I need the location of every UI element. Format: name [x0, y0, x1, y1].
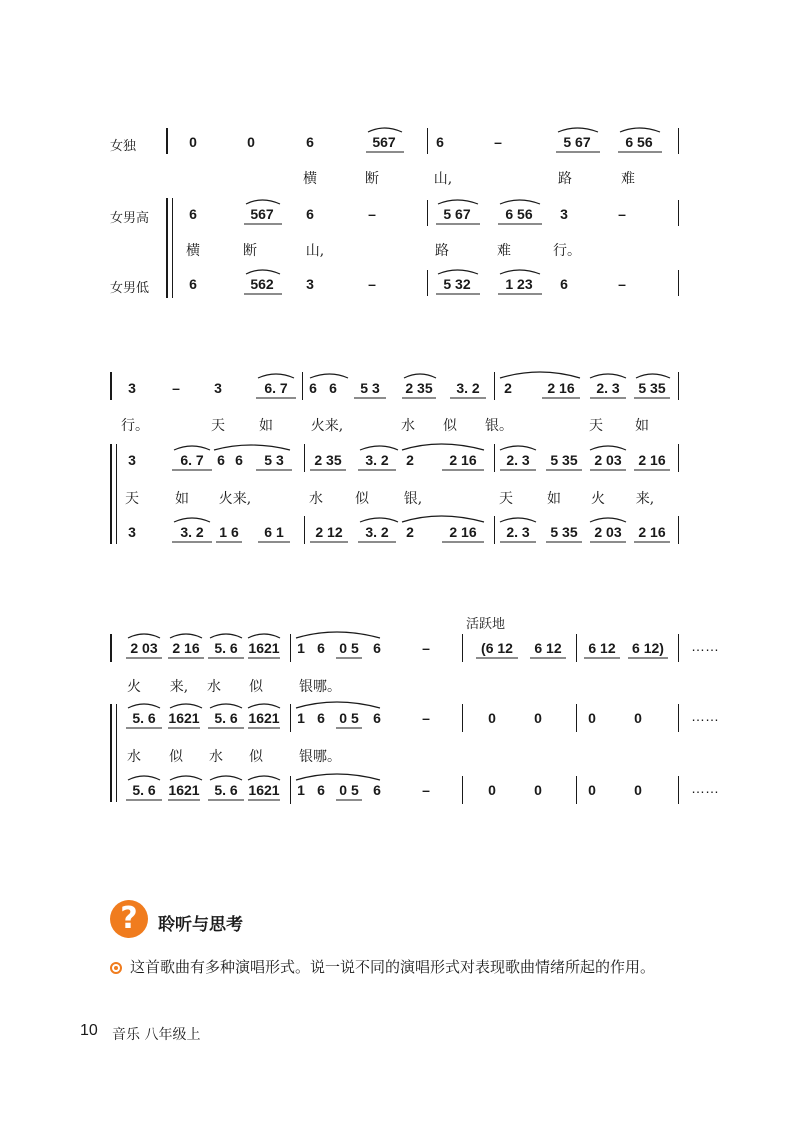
lyric: 来, [169, 679, 189, 695]
barline [290, 776, 291, 804]
barline [302, 372, 303, 400]
voice-label-high: 女男高 [110, 211, 150, 226]
barline [427, 270, 428, 296]
note: – [368, 276, 376, 292]
note: – [172, 380, 180, 396]
note-group: 1621 [248, 782, 280, 798]
barline [462, 634, 463, 662]
note-group: 2 35 [405, 380, 433, 396]
lyric: 水 [309, 491, 323, 507]
note-group: 5. 6 [132, 782, 156, 798]
lyric: 天 [211, 418, 225, 434]
barline [494, 516, 495, 544]
note-group: 6 12 [588, 640, 616, 656]
note-group: 2 35 [314, 452, 342, 468]
lyric: 似 [249, 749, 263, 765]
note-group: 1621 [248, 710, 280, 726]
tempo-marking: 活跃地 [466, 617, 506, 632]
note: – [422, 782, 430, 798]
note: 0 [247, 134, 255, 150]
lyric: 水 [401, 418, 415, 434]
note: 6 [436, 134, 444, 150]
note: 0 [534, 782, 542, 798]
note: 6 [329, 380, 337, 396]
note-group: 567 [250, 206, 274, 222]
barline [678, 704, 679, 732]
lyric: 山, [433, 171, 453, 187]
note-group: 2 16 [638, 452, 666, 468]
barline [678, 444, 679, 472]
note: 6 [189, 206, 197, 222]
note-group: 3. 2 [365, 524, 389, 540]
lyric: 火来, [218, 491, 252, 507]
note: 1 [297, 782, 305, 798]
barline [462, 704, 463, 732]
barline [290, 634, 291, 662]
lyric: 似 [355, 491, 369, 507]
book-title: 音乐 八年级上 [112, 1027, 201, 1043]
lyric: 水 [209, 749, 223, 765]
note: – [368, 206, 376, 222]
note-group: 2 16 [547, 380, 575, 396]
note: 3 [214, 380, 222, 396]
note: 0 [488, 710, 496, 726]
system-bracket [110, 704, 112, 802]
system-bracket [110, 444, 112, 544]
note-group: 2. 3 [506, 524, 530, 540]
note-group: 2. 3 [506, 452, 530, 468]
lyric: 难 [497, 243, 511, 259]
note: – [494, 134, 502, 150]
barline [678, 634, 679, 662]
note-group: 5. 6 [214, 782, 238, 798]
note-group: 0 5 [339, 640, 359, 656]
barline [462, 776, 463, 804]
note: 6 [306, 134, 314, 150]
note: 6 [189, 276, 197, 292]
note-group: 5 67 [563, 134, 591, 150]
note-group: 5 3 [264, 452, 284, 468]
note: 6 [309, 380, 317, 396]
note: 6 [317, 782, 325, 798]
note: 3 [128, 380, 136, 396]
note-group: (6 12 [481, 640, 513, 656]
note: 0 [189, 134, 197, 150]
note-group: 6 12) [632, 640, 664, 656]
note-group: 2 03 [594, 452, 622, 468]
system-bracket-inner [116, 704, 117, 802]
note: 0 [588, 782, 596, 798]
note-group: 3. 2 [456, 380, 480, 396]
page-number: 10 [80, 1022, 98, 1039]
barline [678, 270, 679, 296]
note: 3 [306, 276, 314, 292]
lyric: 银, [403, 491, 423, 507]
barline [427, 200, 428, 226]
note-group: 2 16 [449, 524, 477, 540]
question-mark-icon: ? [110, 900, 148, 938]
barline [576, 776, 577, 804]
bullet-icon [110, 962, 122, 974]
lyric: 山, [305, 243, 325, 259]
lyric: 银哪。 [299, 749, 341, 765]
note-group: 3. 2 [365, 452, 389, 468]
note-group: 1 23 [505, 276, 533, 292]
note: 6 [373, 640, 381, 656]
lyric: 断 [243, 243, 257, 259]
note: 6 [317, 640, 325, 656]
lyric: 火来, [310, 418, 344, 434]
lyric: 银哪。 [299, 679, 341, 695]
lyric: 火 [591, 491, 605, 507]
lyric: 行。 [553, 243, 581, 259]
lyric: 水 [207, 679, 221, 695]
lyric: 横 [303, 171, 317, 187]
note: 3 [560, 206, 568, 222]
barline [576, 704, 577, 732]
note: 6 [317, 710, 325, 726]
continuation-dots: …… [691, 708, 719, 724]
note-group: 1 6 [219, 524, 239, 540]
lyric: 如 [635, 418, 649, 434]
continuation-dots: …… [691, 780, 719, 796]
barline [576, 634, 577, 662]
note: 6 [217, 452, 225, 468]
note-group: 2 12 [315, 524, 343, 540]
barline [678, 200, 679, 226]
note-group: 5 32 [443, 276, 471, 292]
note-group: 6. 7 [180, 452, 204, 468]
lyric: 似 [249, 679, 263, 695]
note-group: 0 5 [339, 782, 359, 798]
barline [304, 516, 305, 544]
note: 1 [297, 640, 305, 656]
note-group: 6 56 [505, 206, 533, 222]
note: 6 [560, 276, 568, 292]
note-group: 5 35 [550, 524, 578, 540]
note: 6 [306, 206, 314, 222]
note-group: 1621 [168, 710, 200, 726]
lyric: 天 [125, 491, 139, 507]
note: 6 [235, 452, 243, 468]
note: 0 [634, 782, 642, 798]
lyric: 断 [365, 171, 379, 187]
lyric: 横 [186, 243, 200, 259]
lyric: 如 [175, 491, 189, 507]
note-group: 5. 6 [214, 640, 238, 656]
note-group: 6. 7 [264, 380, 288, 396]
lyric: 火 [127, 679, 141, 695]
barline [494, 372, 495, 400]
note: 0 [588, 710, 596, 726]
system-bracket-inner [172, 198, 173, 298]
continuation-dots: …… [691, 638, 719, 654]
note: 3 [128, 452, 136, 468]
note: 6 [373, 782, 381, 798]
note: 6 [373, 710, 381, 726]
lyric: 路 [558, 171, 572, 187]
note: 2 [406, 524, 414, 540]
note-group: 5 35 [550, 452, 578, 468]
note: – [422, 710, 430, 726]
barline [494, 444, 495, 472]
note-group: 6 1 [264, 524, 284, 540]
note-group: 3. 2 [180, 524, 204, 540]
lyric: 银。 [485, 418, 513, 434]
note: 0 [534, 710, 542, 726]
lyric: 如 [259, 418, 273, 434]
note-group: 2 16 [172, 640, 200, 656]
barline [678, 128, 679, 154]
note: 3 [128, 524, 136, 540]
note-group: 562 [250, 276, 274, 292]
note-group: 5. 6 [214, 710, 238, 726]
lyric: 难 [621, 171, 635, 187]
note: 2 [504, 380, 512, 396]
barline [678, 372, 679, 400]
lyric: 路 [435, 243, 449, 259]
note: – [422, 640, 430, 656]
lyric: 如 [547, 491, 561, 507]
barline [678, 516, 679, 544]
voice-label-solo: 女独 [110, 139, 137, 154]
note-group: 5 67 [443, 206, 471, 222]
barline [290, 704, 291, 732]
note-group: 1621 [168, 782, 200, 798]
note-group: 5 3 [360, 380, 380, 396]
barline [110, 634, 112, 662]
note-group: 1621 [248, 640, 280, 656]
barline [110, 372, 112, 400]
note: 0 [634, 710, 642, 726]
lyric: 天 [589, 418, 603, 434]
note-group: 0 5 [339, 710, 359, 726]
barline [678, 776, 679, 804]
system-bracket [166, 198, 168, 298]
lyric: 似 [169, 749, 183, 765]
note-group: 2. 3 [596, 380, 620, 396]
voice-label-low: 女男低 [110, 281, 150, 296]
barline [427, 128, 428, 154]
note: 1 [297, 710, 305, 726]
note-group: 2 16 [449, 452, 477, 468]
section-heading: 聆听与思考 [158, 915, 243, 935]
note-group: 6 12 [534, 640, 562, 656]
note-group: 2 03 [594, 524, 622, 540]
note: 0 [488, 782, 496, 798]
barline [166, 128, 168, 154]
system-bracket-inner [116, 444, 117, 544]
note-group: 2 03 [130, 640, 158, 656]
lyric: 来, [635, 491, 655, 507]
note-group: 5 35 [638, 380, 666, 396]
note-group: 567 [372, 134, 396, 150]
note: 2 [406, 452, 414, 468]
lyric: 行。 [121, 418, 149, 434]
note-group: 2 16 [638, 524, 666, 540]
note-group: 6 56 [625, 134, 653, 150]
barline [304, 444, 305, 472]
question-text: 这首歌曲有多种演唱形式。说一说不同的演唱形式对表现歌曲情绪所起的作用。 [130, 958, 656, 976]
lyric: 水 [127, 749, 141, 765]
lyric: 天 [499, 491, 513, 507]
note: – [618, 276, 626, 292]
lyric: 似 [443, 418, 457, 434]
note-group: 5. 6 [132, 710, 156, 726]
note: – [618, 206, 626, 222]
